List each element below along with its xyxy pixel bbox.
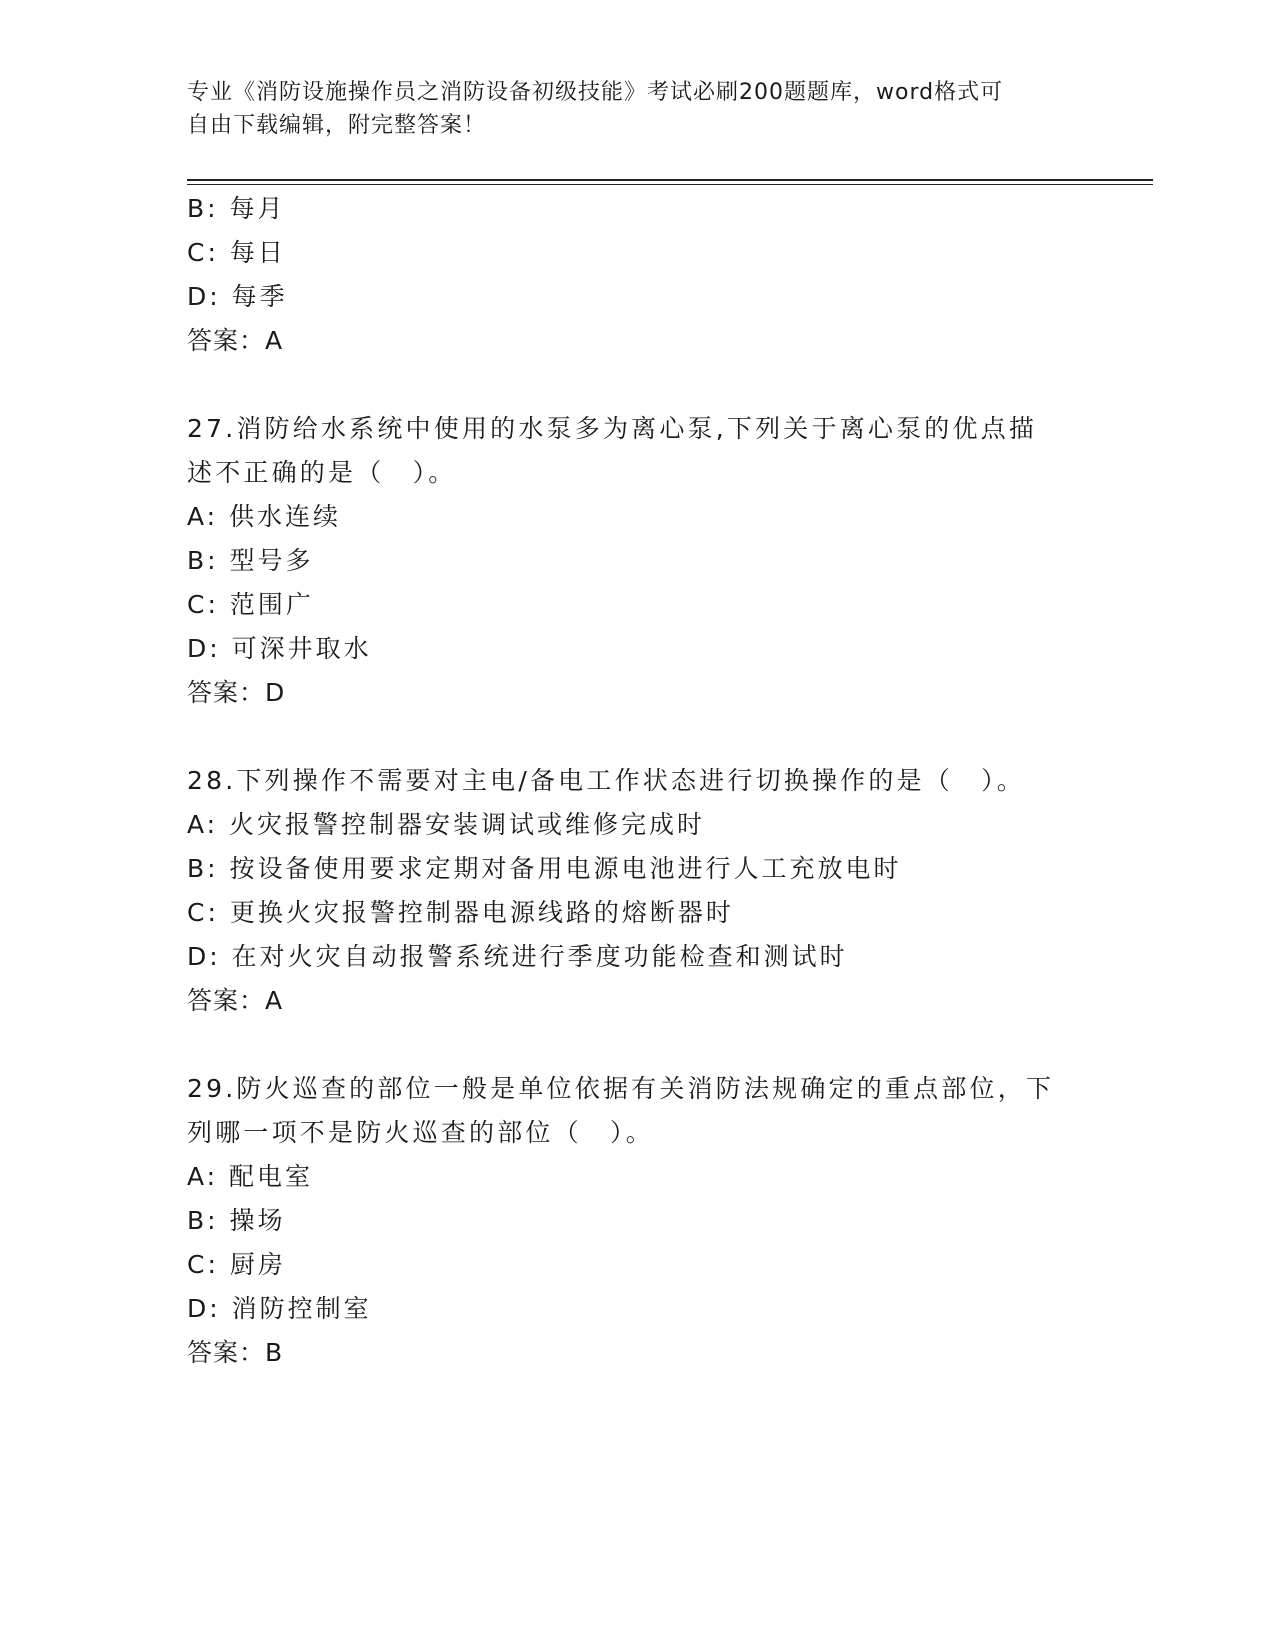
q27-option-c: C: 范围广 — [187, 590, 314, 619]
q26-option-d: D: 每季 — [187, 282, 288, 311]
header-line-1: 专业《消防设施操作员之消防设备初级技能》考试必刷200题题库，word格式可 — [187, 80, 1004, 105]
q27-option-b: B: 型号多 — [187, 546, 314, 575]
q26-option-c: C: 每日 — [187, 238, 286, 267]
q27-option-d: D: 可深井取水 — [187, 634, 372, 663]
q29-option-b: B: 操场 — [187, 1206, 286, 1235]
q28-option-b: B: 按设备使用要求定期对备用电源电池进行人工充放电时 — [187, 854, 902, 883]
q29-stem-line-2: 列哪一项不是防火巡查的部位（ ）。 — [187, 1118, 654, 1147]
header-line-2: 自由下载编辑，附完整答案！ — [187, 113, 487, 138]
q29-stem-line-1: 29.防火巡查的部位一般是单位依据有关消防法规确定的重点部位，下 — [187, 1074, 1055, 1103]
q26-answer: 答案：A — [187, 326, 284, 355]
header-rule — [187, 179, 1153, 181]
q29-option-a: A: 配电室 — [187, 1162, 314, 1191]
q28-stem-line-1: 28.下列操作不需要对主电/备电工作状态进行切换操作的是（ ）。 — [187, 766, 1026, 795]
document-header — [187, 76, 1067, 142]
q27-option-a: A: 供水连续 — [187, 502, 342, 531]
q29-option-d: D: 消防控制室 — [187, 1294, 372, 1323]
q28-answer: 答案：A — [187, 986, 284, 1015]
q29-answer: 答案：B — [187, 1338, 284, 1367]
q28-option-c: C: 更换火灾报警控制器电源线路的熔断器时 — [187, 898, 734, 927]
q29-option-c: C: 厨房 — [187, 1250, 286, 1279]
q27-answer: 答案：D — [187, 678, 286, 707]
q28-option-d: D: 在对火灾自动报警系统进行季度功能检查和测试时 — [187, 942, 848, 971]
q27-stem-line-1: 27.消防给水系统中使用的水泵多为离心泵,下列关于离心泵的优点描 — [187, 414, 1038, 443]
q27-stem-line-2: 述不正确的是（ ）。 — [187, 458, 457, 487]
header-rule-thin — [187, 184, 1153, 185]
q28-option-a: A: 火灾报警控制器安装调试或维修完成时 — [187, 810, 706, 839]
q26-option-b: B: 每月 — [187, 194, 286, 223]
